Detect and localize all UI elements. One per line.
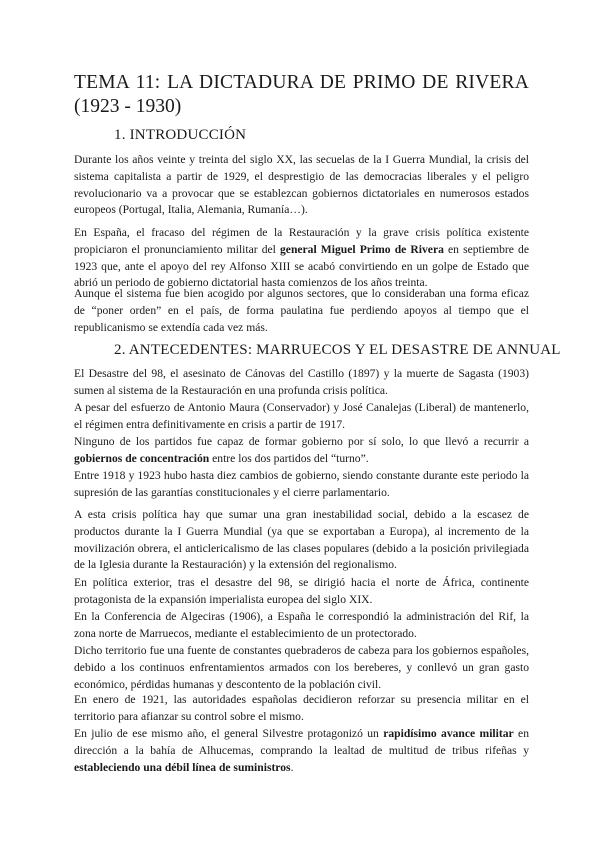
- page-title: TEMA 11: LA DICTADURA DE PRIMO DE RIVERA: [74, 72, 529, 93]
- page-title-dates: (1923 - 1930): [74, 96, 182, 117]
- paragraph-antecedentes-3: Ninguno de los partidos fue capaz de formar gobierno por sí solo, lo que llevó a recurrir a gobiernos de concentración entre los dos partidos del “turno”.: [74, 435, 529, 465]
- paragraph-intro-3: Aunque el sistema fue bien acogido por algunos sectores, que lo consideraban una forma eficaz de “poner orden” en el país, de forma paulatina fue perdiendo apoyos al tiempo que el republicanismo se extendía cada vez más.: [74, 287, 529, 334]
- paragraph-antecedentes-5: A esta crisis política hay que sumar una gran inestabilidad social, debido a la escasez de productos durante la I Guerra Mundial (ya que se exportaban a Europa), al incremento de la movilización obrera, el anticlericalismo de las clases populares (debido a la posición privilegiada de la Iglesia durante la Restauración) y la extensión del regionalismo.: [74, 508, 529, 572]
- paragraph-antecedentes-4: Entre 1918 y 1923 hubo hasta diez cambios de gobierno, siendo constante durante este periodo la supresión de las garantías constitucionales y el cierre parlamentario.: [74, 469, 529, 499]
- bold-gobiernos-concentracion: gobiernos de concentración: [74, 451, 210, 465]
- paragraph-antecedentes-10: En julio de ese mismo año, el general Silvestre protagonizó un rapidísimo avance militar en dirección a la bahía de Alhucemas, comprando la lealtad de multitud de tribus rifeñas y estableciendo una débil línea de suministros.: [74, 727, 529, 774]
- paragraph-antecedentes-2: A pesar del esfuerzo de Antonio Maura (Conservador) y José Canalejas (Liberal) de mantenerlo, el régimen entra definitivamente en crisis a partir de 1917.: [74, 401, 529, 431]
- paragraph-antecedentes-1: El Desastre del 98, el asesinato de Cánovas del Castillo (1897) y la muerte de Sagasta (1903) sumen al sistema de la Restauración en una profunda crisis política.: [74, 367, 529, 397]
- bold-linea-suministros: estableciendo una débil línea de suministros: [74, 760, 291, 774]
- section-heading-introduccion: 1. INTRODUCCIÓN: [114, 127, 247, 143]
- paragraph-antecedentes-8: Dicho territorio fue una fuente de constantes quebraderos de cabeza para los gobiernos españoles, debido a los continuos enfrentamientos armados con los bereberes, y conllevó un gran gasto económico, pérdidas humanas y descontento de la población civil.: [74, 644, 529, 691]
- paragraph-antecedentes-9: En enero de 1921, las autoridades españolas decidieron reforzar su presencia militar en el territorio para afianzar su control sobre el mismo.: [74, 693, 529, 723]
- paragraph-intro-2: En España, el fracaso del régimen de la Restauración y la grave crisis política existente propiciaron el pronunciamiento militar del general Miguel Primo de Rivera en septiembre de 1923 que, ante el apoyo del rey Alfonso XIII se acabó convirtiendo en un golpe de Estado que abrió un periodo de gobierno dictatorial hasta comienzos de los años treinta.: [74, 226, 529, 290]
- bold-avance-militar: rapidísimo avance militar: [383, 727, 514, 740]
- paragraph-antecedentes-6: En política exterior, tras el desastre del 98, se dirigió hacia el norte de África, continente protagonista de la expansión imperialista europea del siglo XIX.: [74, 576, 529, 606]
- section-heading-antecedentes: 2. ANTECEDENTES: MARRUECOS Y EL DESASTRE DE ANNUAL: [114, 342, 561, 358]
- bold-primo-de-rivera: general Miguel Primo de Rivera: [280, 242, 444, 256]
- paragraph-intro-1: Durante los años veinte y treinta del siglo XX, las secuelas de la I Guerra Mundial, la crisis del sistema capitalista a partir de 1929, el desprestigio de las democracias liberales y el peligro revolucionario va a provocar que se establezcan gobiernos dictatoriales en numerosos estados europeos (Portugal, Italia, Alemania, Rumanía…).: [74, 153, 529, 217]
- paragraph-antecedentes-7: En la Conferencia de Algeciras (1906), a España le correspondió la administración del Rif, la zona norte de Marruecos, mediante el establecimiento de un protectorado.: [74, 610, 529, 640]
